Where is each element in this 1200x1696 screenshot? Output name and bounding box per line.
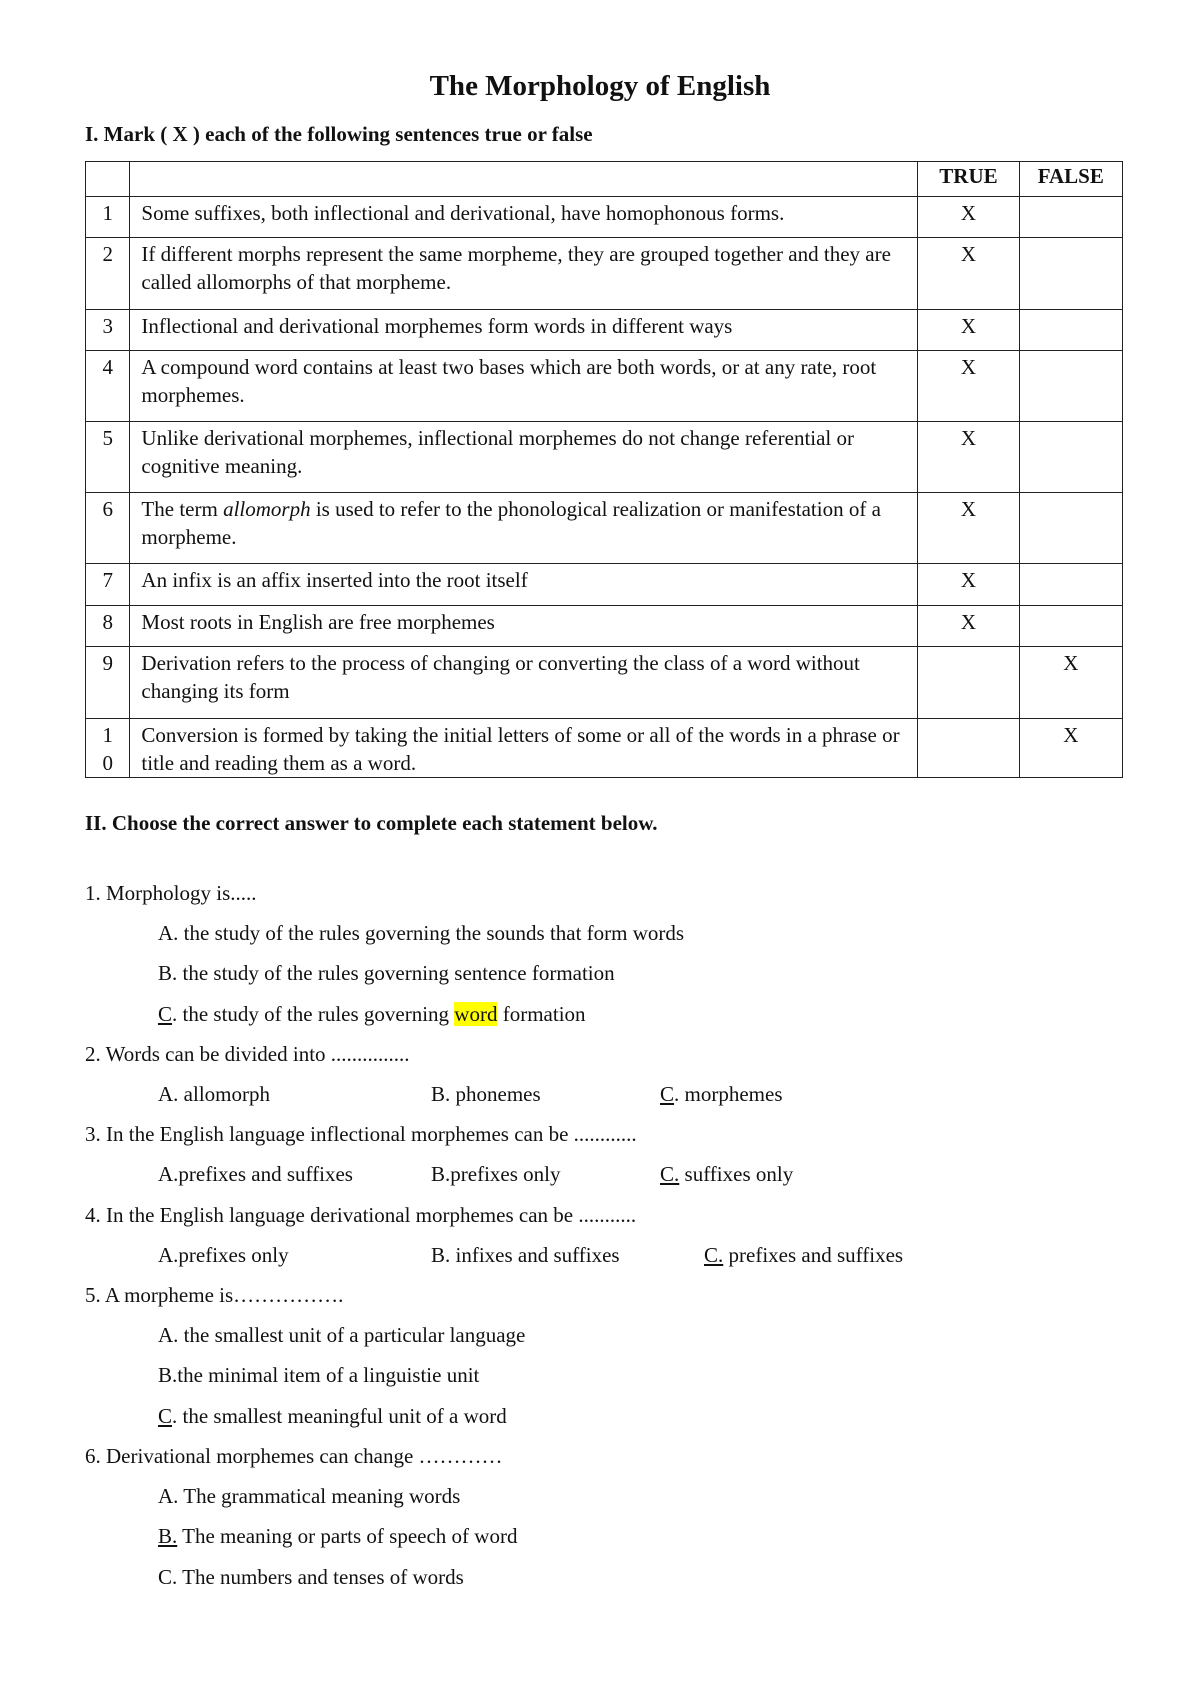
statement-term-allomorph: allomorph [223,497,311,521]
q6-option-a: A. The grammatical meaning words [158,1484,461,1508]
q5-option-c-letter: C [158,1404,173,1428]
table-header-row [86,162,1123,197]
row-number-digit: 1 [102,723,113,747]
page-title: The Morphology of English [429,70,771,102]
q1-option-c-text: . the study of the rules governing [172,1002,455,1026]
false-mark [1019,493,1122,564]
statement-text: Unlike derivational morphemes, inflectional morphemes do not change referential or cognitive meaning. [130,422,918,493]
q4-option-c [704,1243,903,1268]
statement-text-part: is used to refer to the phonological realization or manifestation of a morpheme. [141,497,881,549]
question-3-stem: 3. In the English language inflectional morphemes can be ............ [85,1122,637,1146]
q2-option-a: A. allomorph [158,1082,270,1106]
false-mark [1019,238,1122,310]
table-row [86,564,1123,606]
statement-text: A compound word contains at least two bases which are both words, or at any rate, root morphemes. [130,351,918,422]
q3-option-c [660,1162,793,1187]
statement-text: Some suffixes, both inflectional and derivational, have homophonous forms. [130,197,918,238]
false-mark [1019,422,1122,493]
false-mark [1019,606,1122,647]
true-mark: X [918,351,1019,422]
statement-text: Conversion is formed by taking the initial letters of some or all of the words in a phrase or title and reading them as a word. [130,719,918,778]
true-mark: X [918,606,1019,647]
q5-option-c-text: . the smallest meaningful unit of a word [172,1404,507,1428]
q6-option-b [158,1524,517,1549]
row-number: 1 [86,197,130,238]
question-6-stem: 6. Derivational morphemes can change ………… [85,1444,503,1468]
false-mark [1019,197,1122,238]
question-1-stem: 1. Morphology is..... [85,881,257,905]
true-mark: X [918,238,1019,310]
row-number: 3 [86,310,130,351]
q6-option-b-letter: B. [158,1524,178,1548]
header-blank-cell [130,162,918,197]
true-false-table [85,161,1123,778]
statement-text: Inflectional and derivational morphemes form words in different ways [130,310,918,351]
header-false: FALSE [1019,162,1122,197]
question-5-stem: 5. A morpheme is……………. [85,1283,344,1307]
table-row [86,422,1123,493]
q5-option-b: B.the minimal item of a linguistie unit [158,1363,480,1387]
table-row [86,647,1123,719]
row-number: 6 [86,493,130,564]
row-number: 9 [86,647,130,719]
q1-option-a: A. the study of the rules governing the sounds that form words [158,921,685,945]
q3-option-b: B.prefixes only [431,1162,561,1186]
q6-option-c: C. The numbers and tenses of words [158,1565,464,1589]
false-mark [1019,564,1122,606]
false-mark: X [1019,647,1122,719]
q2-option-b: B. phonemes [431,1082,541,1106]
section-2-heading: II. Choose the correct answer to complete each statement below. [85,811,658,835]
row-number: 4 [86,351,130,422]
true-mark: X [918,493,1019,564]
table-row [86,238,1123,310]
q3-option-a: A.prefixes and suffixes [158,1162,353,1186]
header-blank-cell [86,162,130,197]
statement-text: Most roots in English are free morphemes [130,606,918,647]
statement-text: Derivation refers to the process of changing or converting the class of a word without changing its form [130,647,918,719]
q5-option-a: A. the smallest unit of a particular language [158,1323,526,1347]
q1-option-c-letter: C [158,1002,173,1026]
row-number-digit: 0 [102,751,113,775]
statement-text [130,493,918,564]
table-row [86,197,1123,238]
header-true: TRUE [918,162,1019,197]
row-number [86,719,130,778]
row-number: 8 [86,606,130,647]
true-mark [918,719,1019,778]
false-mark: X [1019,719,1122,778]
statement-text: If different morphs represent the same morpheme, they are grouped together and they are called allomorphs of that morpheme. [130,238,918,310]
table-row [86,493,1123,564]
true-mark: X [918,564,1019,606]
false-mark [1019,310,1122,351]
q4-option-a: A.prefixes only [158,1243,289,1267]
table-row [86,310,1123,351]
table-row [86,351,1123,422]
true-mark: X [918,422,1019,493]
q3-option-c-letter: C. [660,1162,680,1186]
table-row [86,719,1123,778]
false-mark [1019,351,1122,422]
true-mark: X [918,197,1019,238]
q1-option-c [158,1002,586,1027]
q1-option-b: B. the study of the rules governing sentence formation [158,961,615,985]
table-row [86,606,1123,647]
q2-option-c [660,1082,783,1107]
statement-text: An infix is an affix inserted into the root itself [130,564,918,606]
true-mark: X [918,310,1019,351]
q2-option-c-letter: C [660,1082,675,1106]
q3-option-c-text: suffixes only [679,1162,794,1186]
true-mark [918,647,1019,719]
q4-option-c-text: prefixes and suffixes [723,1243,904,1267]
q5-option-c [158,1404,507,1429]
q4-option-b: B. infixes and suffixes [431,1243,620,1267]
q4-option-c-letter: C. [704,1243,724,1267]
q1-option-c-text-end: formation [497,1002,586,1026]
row-number: 7 [86,564,130,606]
q1-option-c-highlight: word [454,1002,498,1026]
q2-option-c-text: . morphemes [674,1082,783,1106]
section-1-heading: I. Mark ( X ) each of the following sentences true or false [85,122,593,146]
question-4-stem: 4. In the English language derivational morphemes can be ........... [85,1203,637,1227]
row-number: 2 [86,238,130,310]
row-number: 5 [86,422,130,493]
q6-option-b-text: The meaning or parts of speech of word [177,1524,518,1548]
question-2-stem: 2. Words can be divided into ............... [85,1042,410,1066]
statement-text-part: The term [141,497,224,521]
